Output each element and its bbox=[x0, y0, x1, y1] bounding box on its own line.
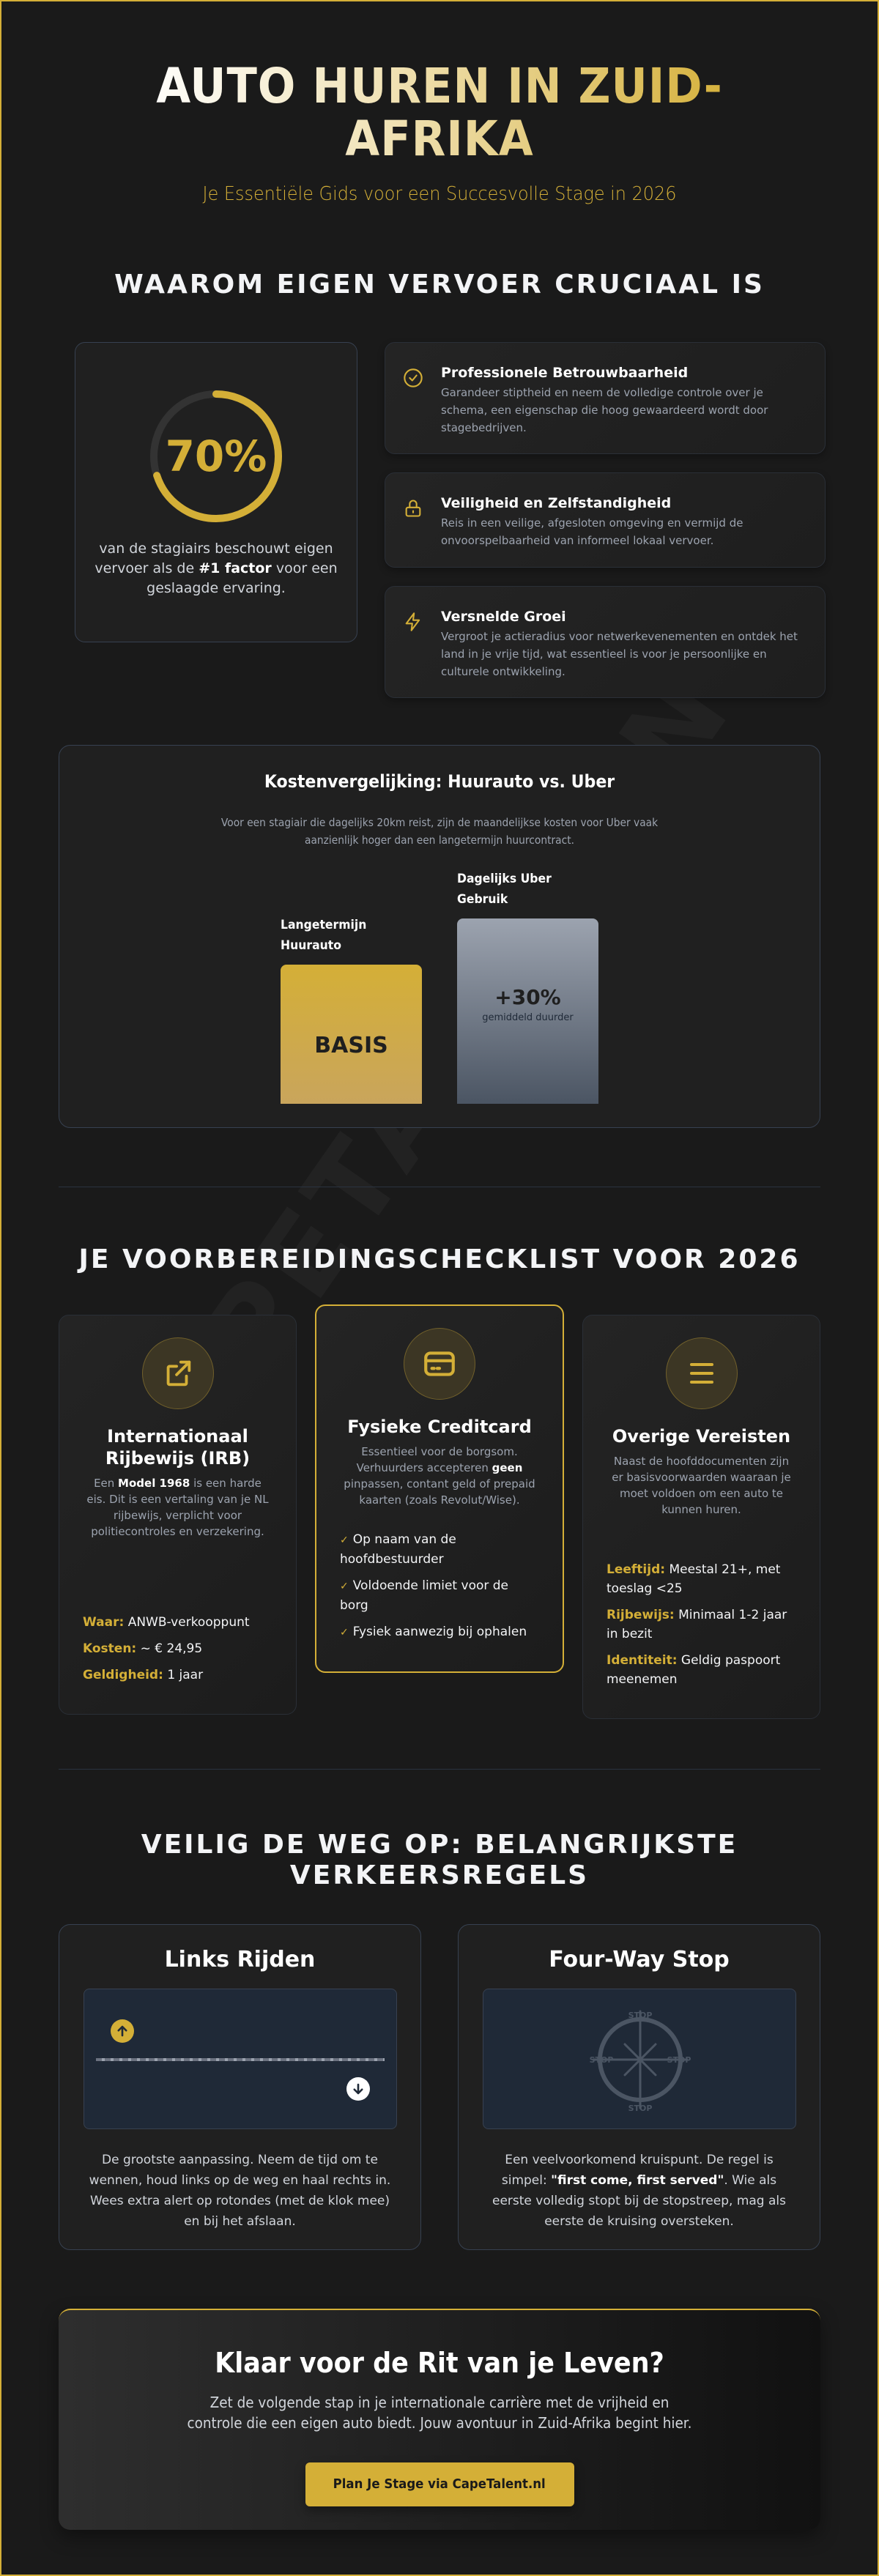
detail-key: Waar: bbox=[83, 1615, 125, 1630]
section-divider bbox=[59, 1769, 820, 1770]
benefit-title: Veiligheid en Zelfstandigheid bbox=[441, 495, 672, 511]
detail-value: Meestal 21+, met toeslag <25 bbox=[607, 1562, 781, 1596]
desc-bold: geen bbox=[492, 1461, 523, 1474]
card-description bbox=[83, 1475, 272, 1540]
detail-key: Geldigheid: bbox=[83, 1668, 163, 1682]
detail-key: Leeftijd: bbox=[607, 1562, 666, 1577]
cta-text: Zet de volgende stap in je internationale carrière met de vrijheid en controle die een eigen auto biedt. Jouw avontuur in Zuid-Afrika begint hier. bbox=[187, 2394, 692, 2432]
detail-value: ~ € 24,95 bbox=[140, 1641, 203, 1656]
benefits-list bbox=[385, 342, 820, 698]
cta-title: Klaar voor de Rit van je Leven? bbox=[215, 2347, 664, 2379]
rule-title: Links Rijden bbox=[164, 1947, 316, 1972]
detail-value: ANWB-verkooppunt bbox=[127, 1615, 250, 1630]
detail-key: Kosten: bbox=[83, 1641, 137, 1656]
check-item bbox=[340, 1622, 539, 1642]
lightning-icon bbox=[403, 612, 423, 681]
stop-label-west: STOP bbox=[589, 2055, 613, 2065]
detail-row bbox=[607, 1651, 796, 1689]
credit-card-icon bbox=[404, 1328, 475, 1400]
stat-text-bold: #1 factor bbox=[199, 560, 272, 576]
detail-row bbox=[83, 1613, 272, 1632]
check-item bbox=[340, 1530, 539, 1569]
bar-uber bbox=[457, 869, 598, 1104]
why-section bbox=[59, 270, 820, 698]
benefit-text: Reis in een veilige, afgesloten omgeving en vermijd de onvoorspelbaarheid van informeel lokaal vervoer. bbox=[441, 516, 743, 547]
checklist-section bbox=[59, 1244, 820, 1719]
stat-text-after: voor een geslaagde ervaring. bbox=[146, 560, 338, 596]
detail-key: Identiteit: bbox=[607, 1653, 678, 1668]
arrow-down-icon bbox=[346, 2077, 370, 2101]
stat-value: 70% bbox=[165, 431, 267, 481]
detail-value: Minimaal 1-2 jaar in bezit bbox=[607, 1608, 787, 1641]
benefit-title: Professionele Betrouwbaarheid bbox=[441, 365, 689, 381]
checkmark-icon: ✓ bbox=[340, 1581, 349, 1592]
detail-row bbox=[607, 1606, 796, 1644]
rule-title: Four-Way Stop bbox=[549, 1947, 730, 1972]
rule-text-before: Een veelvoorkomend kruispunt. De regel is simpel: bbox=[501, 2153, 774, 2188]
bar-label: Langetermijn Huurauto bbox=[281, 918, 367, 953]
check-list bbox=[340, 1530, 539, 1642]
checklist-card-other bbox=[582, 1315, 820, 1719]
plan-stage-button[interactable] bbox=[305, 2462, 574, 2506]
detail-row bbox=[607, 1560, 796, 1598]
check-text: Op naam van de hoofdbestuurder bbox=[340, 1532, 456, 1567]
check-circle-icon bbox=[403, 368, 423, 437]
stop-label-north: STOP bbox=[628, 2011, 652, 2020]
traffic-rules-section bbox=[59, 1830, 820, 2250]
checklist-card-creditcard bbox=[315, 1304, 564, 1673]
cost-title: Kostenvergelijking: Huurauto vs. Uber bbox=[264, 771, 615, 792]
rule-text-after: . Wie als eerste volledig stopt bij de stopstreep, mag als eerste de kruising oversteken. bbox=[492, 2173, 786, 2229]
cta-banner bbox=[59, 2309, 820, 2530]
why-section-title: WAAROM EIGEN VERVOER CRUCIAAL IS bbox=[114, 270, 765, 300]
desc-after: is een harde eis. Dit is een vertaling van je NL rijbewijs, verplicht voor politiecontroles en verzekering. bbox=[86, 1477, 269, 1538]
benefit-card bbox=[385, 472, 826, 568]
rule-text-bold: "first come, first served" bbox=[551, 2173, 724, 2188]
detail-list bbox=[83, 1613, 272, 1685]
road-center-line bbox=[96, 2058, 385, 2061]
intersection-diagram bbox=[483, 1989, 796, 2129]
desc-before: Een bbox=[94, 1477, 119, 1490]
donut-chart bbox=[146, 387, 286, 526]
cost-description: Voor een stagiair die dagelijks 20km reist, zijn de maandelijkse kosten voor Uber vaak aanzienlijk hoger dan een langetermijn huurcontract. bbox=[220, 816, 659, 847]
rule-text bbox=[487, 2150, 791, 2232]
checklist-title: JE VOORBEREIDINGSCHECKLIST VOOR 2026 bbox=[78, 1244, 801, 1274]
page-container bbox=[59, 1, 820, 2530]
bar-label: Dagelijks Uber Gebruik bbox=[457, 872, 552, 907]
rule-text: De grootste aanpassing. Neem de tijd om te wennen, houd links op de weg en haal rechts in. Wees extra alert op rotondes (met de klok mee) en bij het afslaan. bbox=[89, 2153, 391, 2229]
road-diagram bbox=[84, 1989, 397, 2129]
bar-rental bbox=[281, 915, 422, 1104]
hero-header bbox=[59, 1, 820, 205]
bar-sub-label: gemiddeld duurder bbox=[482, 1012, 574, 1023]
list-icon bbox=[666, 1337, 738, 1409]
checkmark-icon: ✓ bbox=[340, 1534, 349, 1546]
bar-uber-fill bbox=[457, 918, 598, 1104]
cost-comparison-card bbox=[59, 745, 820, 1128]
detail-list bbox=[607, 1560, 796, 1689]
external-link-icon bbox=[142, 1337, 214, 1409]
checkmark-icon: ✓ bbox=[340, 1627, 349, 1638]
four-way-stop-icon bbox=[483, 1989, 797, 2130]
desc-bold: Model 1968 bbox=[118, 1477, 190, 1490]
stop-label-south: STOP bbox=[628, 2104, 652, 2113]
checklist-card-irb bbox=[59, 1315, 297, 1715]
check-text: Voldoende limiet voor de borg bbox=[340, 1578, 509, 1613]
bar-rental-fill bbox=[281, 965, 422, 1104]
card-description bbox=[340, 1444, 539, 1508]
rule-card-four-way-stop bbox=[458, 1924, 820, 2250]
stat-card bbox=[75, 342, 357, 642]
card-title: Overige Vereisten bbox=[612, 1426, 791, 1447]
rules-title: VEILIG DE WEG OP: BELANGRIJKSTE VERKEERSREGELS bbox=[141, 1830, 738, 1890]
card-title: Internationaal Rijbewijs (IRB) bbox=[105, 1426, 251, 1469]
button-label: Plan Je Stage via CapeTalent.nl bbox=[333, 2476, 546, 2492]
detail-value: 1 jaar bbox=[167, 1668, 204, 1682]
benefit-text: Garandeer stiptheid en neem de volledige controle over je schema, een eigenschap die hoog gewaardeerd wordt door stagebedrijven. bbox=[441, 386, 768, 434]
detail-row bbox=[83, 1639, 272, 1658]
desc-before: Essentieel voor de borgsom. Verhuurders accepteren bbox=[356, 1445, 518, 1474]
check-item bbox=[340, 1576, 539, 1615]
stat-description bbox=[92, 539, 341, 598]
stat-text-before: van de stagiairs beschouwt eigen vervoer als de bbox=[94, 540, 333, 576]
card-title: Fysieke Creditcard bbox=[347, 1417, 532, 1437]
stop-label-east: STOP bbox=[667, 2055, 691, 2065]
cost-bar-chart bbox=[59, 869, 820, 1104]
card-description: Naast de hoofddocumenten zijn er basisvoorwaarden waaraan je moet voldoen om een auto te kunnen huren. bbox=[612, 1455, 791, 1516]
rule-card-left-driving bbox=[59, 1924, 421, 2250]
page-subtitle: Je Essentiële Gids voor een Succesvolle Stage in 2026 bbox=[202, 183, 677, 205]
arrow-up-icon bbox=[111, 2019, 134, 2043]
bar-value-label: BASIS bbox=[314, 1032, 388, 1058]
desc-after: pinpassen, contant geld of prepaid kaarten (zoals Revolut/Wise). bbox=[344, 1477, 535, 1507]
lock-icon bbox=[403, 498, 423, 551]
detail-row bbox=[83, 1666, 272, 1685]
benefit-title: Versnelde Groei bbox=[441, 609, 566, 625]
page-title: AUTO HUREN IN ZUID-AFRIKA bbox=[136, 60, 743, 166]
detail-key: Rijbewijs: bbox=[607, 1608, 675, 1622]
benefit-text: Vergroot je actieradius voor netwerkevenementen en ontdek het land in je vrije tijd, wat essentieel is voor je persoonlijke en culturele ontwikkeling. bbox=[441, 630, 798, 678]
check-text: Fysiek aanwezig bij ophalen bbox=[352, 1625, 527, 1639]
bar-value-label: +30% bbox=[494, 984, 561, 1009]
detail-value: Geldig paspoort meenemen bbox=[607, 1653, 781, 1687]
benefit-card bbox=[385, 342, 826, 454]
benefit-card bbox=[385, 586, 826, 698]
